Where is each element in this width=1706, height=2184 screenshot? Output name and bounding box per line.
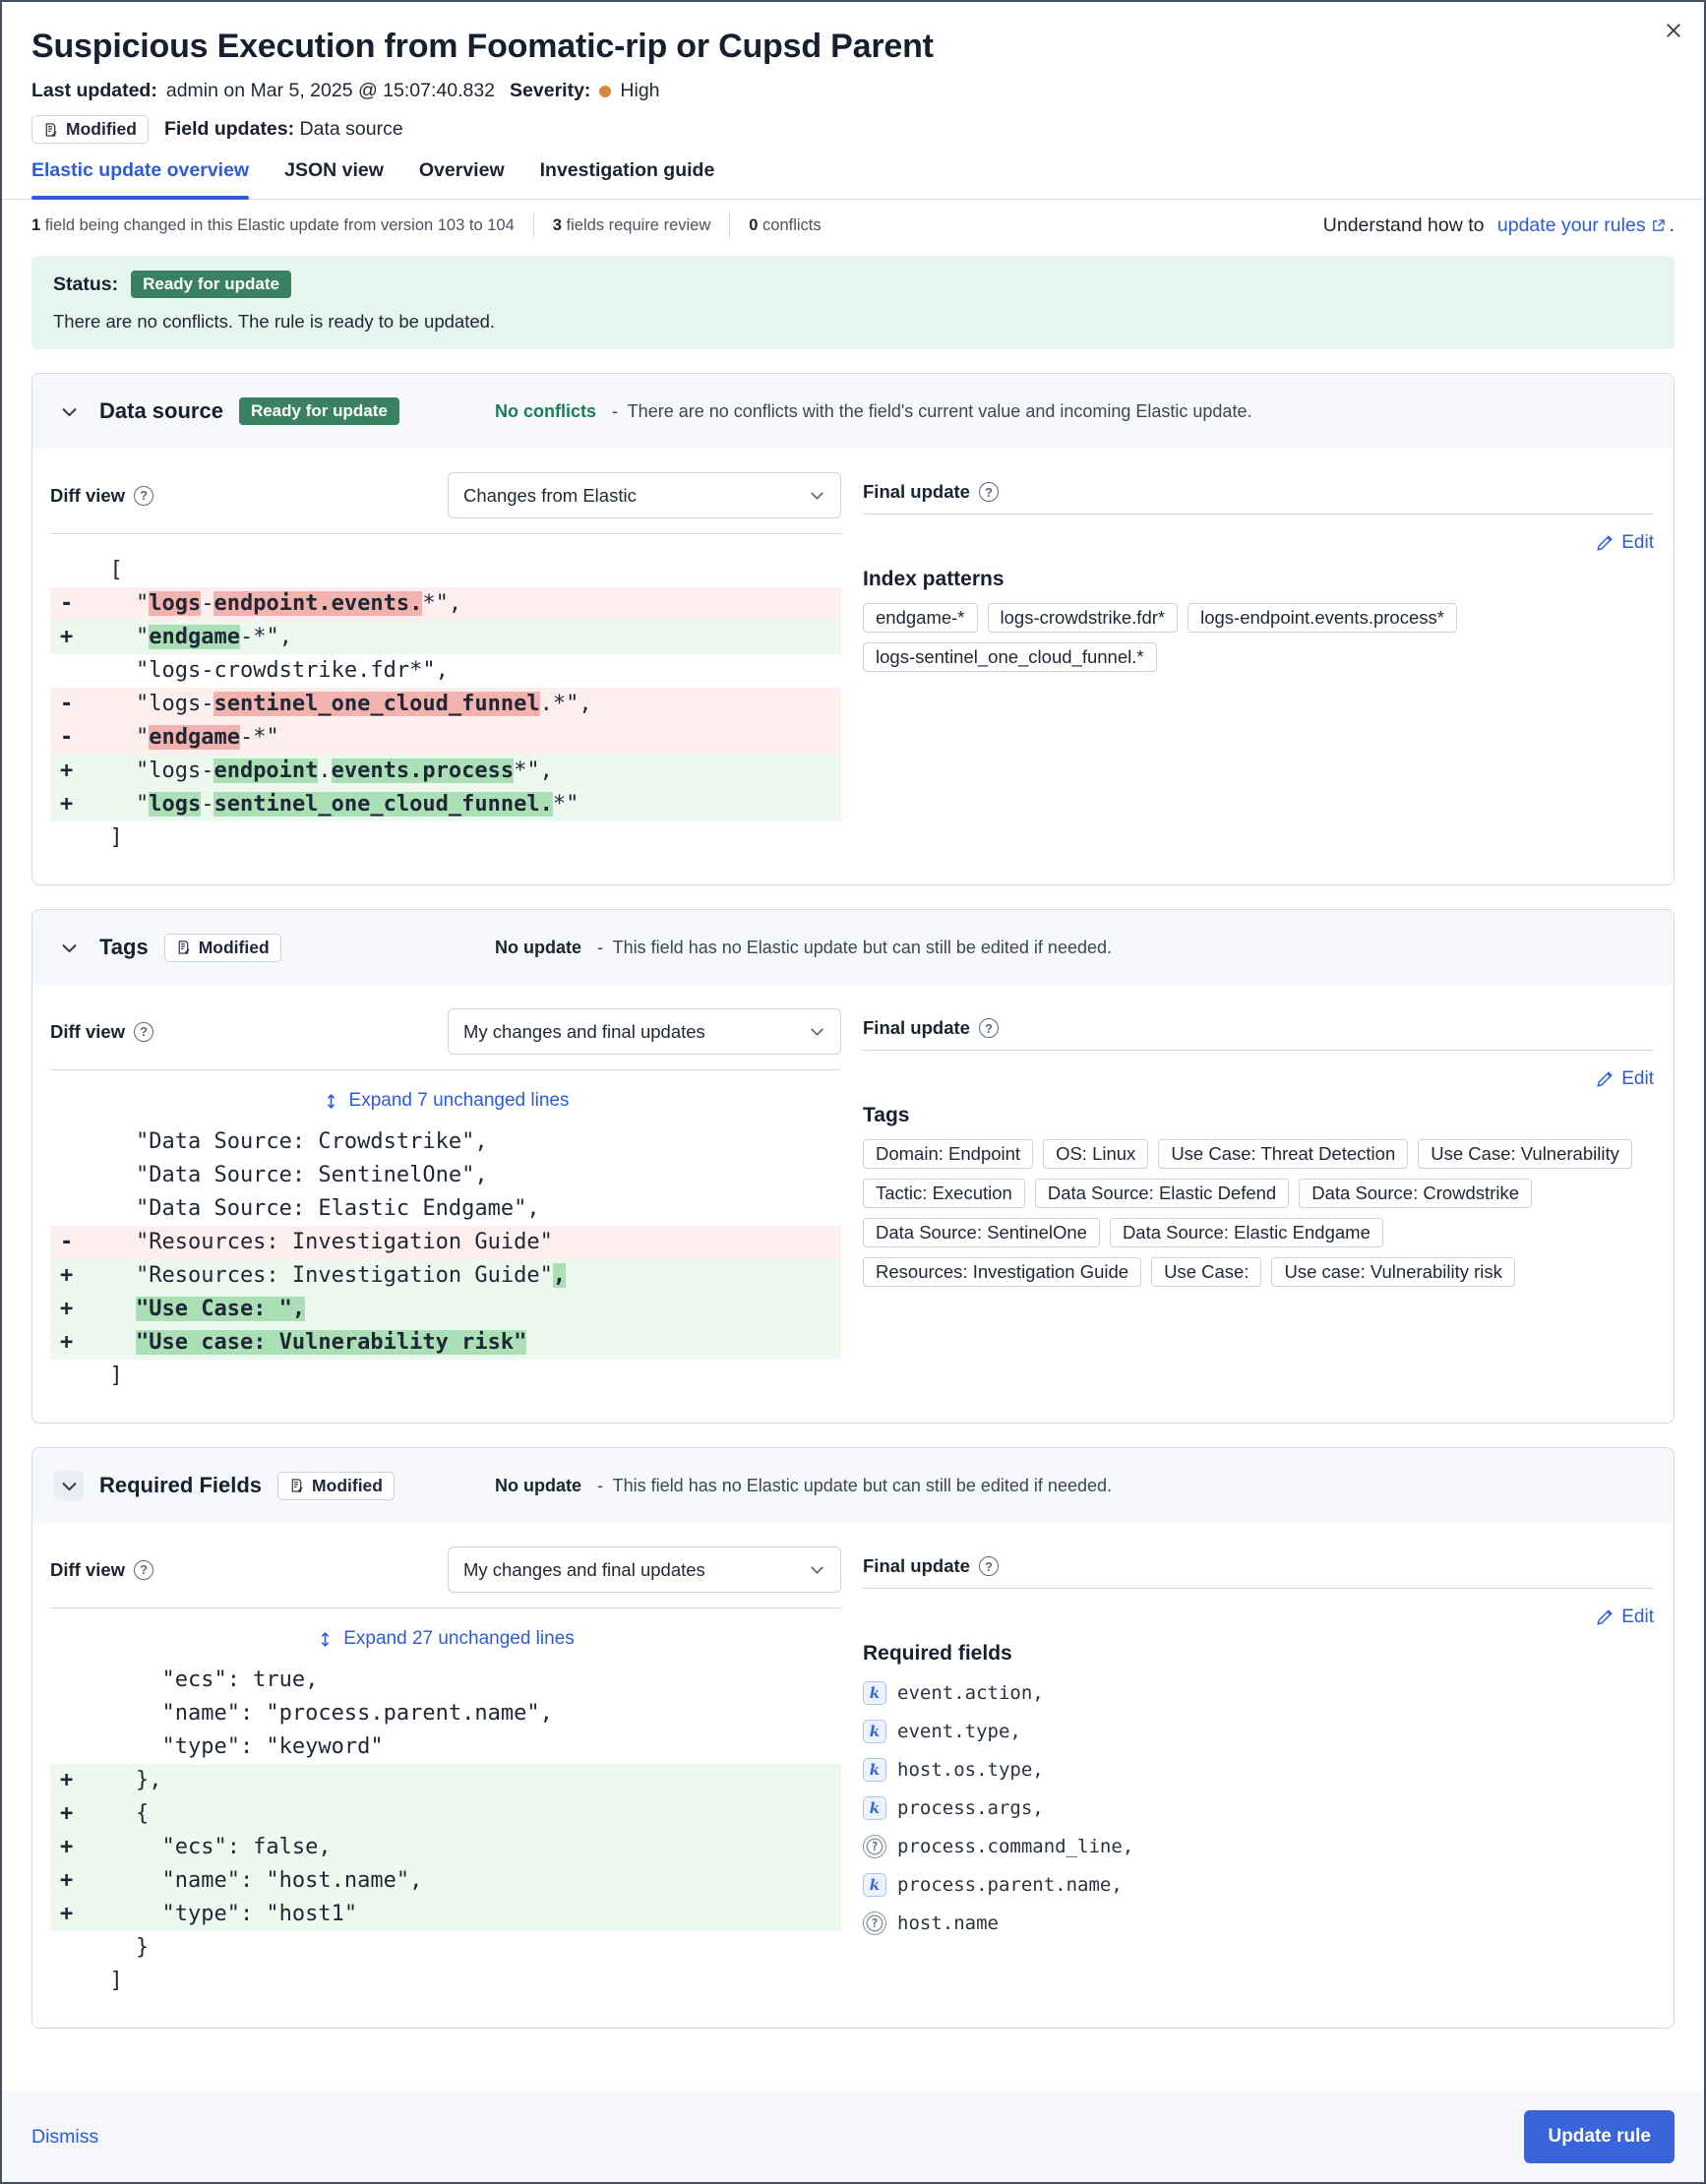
section-status-description: - This field has no Elastic update but can still be edited if needed. bbox=[597, 1475, 1112, 1495]
diff-line-marker bbox=[50, 654, 84, 688]
diff-line-marker bbox=[50, 821, 84, 855]
diff-line-text: "type": "keyword" bbox=[84, 1734, 384, 1759]
section-title: Tags bbox=[99, 935, 149, 959]
value-badge: Resources: Investigation Guide bbox=[863, 1257, 1141, 1287]
modal-body bbox=[2, 200, 1704, 2092]
required-field-row bbox=[863, 1873, 1654, 1897]
diff-line-text: ] bbox=[84, 1969, 123, 1993]
value-badge: endgame-* bbox=[863, 603, 978, 633]
diff-line-text: "Data Source: SentinelOne", bbox=[84, 1163, 488, 1187]
section-header-required-fields bbox=[32, 1448, 1674, 1523]
edit-link[interactable] bbox=[863, 532, 1654, 554]
value-badge: Domain: Endpoint bbox=[863, 1139, 1033, 1169]
modified-badge-label: Modified bbox=[312, 1475, 383, 1495]
diff-view-row bbox=[50, 472, 841, 518]
value-badge: Use Case: Threat Detection bbox=[1158, 1139, 1408, 1169]
update-stat: 3 fields require review bbox=[552, 215, 711, 234]
diff-column-divider bbox=[50, 1069, 841, 1070]
value-badge: OS: Linux bbox=[1043, 1139, 1148, 1169]
diff-view-row bbox=[50, 1008, 841, 1055]
last-updated-label: Last updated: bbox=[31, 80, 157, 101]
edit-label: Edit bbox=[1621, 532, 1654, 553]
diff-line-text: "Data Source: Crowdstrike", bbox=[84, 1129, 488, 1154]
diff-line-text: "Use Case: ", bbox=[135, 1297, 306, 1321]
update-info-row bbox=[2, 200, 1704, 248]
diff-line-ctx bbox=[50, 1697, 841, 1730]
section-header-tags bbox=[32, 910, 1674, 985]
diff-line-ctx bbox=[50, 821, 841, 855]
severity-high-dot-icon bbox=[599, 86, 611, 97]
section-status: No update bbox=[495, 1475, 581, 1495]
diff-line-ctx bbox=[50, 654, 841, 688]
diff-line-text: "Resources: Investigation Guide" bbox=[84, 1230, 553, 1254]
tab-overview[interactable]: Overview bbox=[418, 159, 505, 181]
diff-view-select-value: My changes and final updates bbox=[463, 1558, 705, 1580]
chevron-down-icon[interactable] bbox=[54, 933, 84, 962]
section-title: Required Fields bbox=[99, 1473, 263, 1497]
diff-line-text: "Resources: Investigation Guide", bbox=[84, 1263, 567, 1288]
update-rule-button[interactable]: Update rule bbox=[1524, 2110, 1675, 2163]
diff-column bbox=[50, 1547, 841, 1998]
chevron-down-icon bbox=[809, 1561, 825, 1578]
expand-icon bbox=[323, 1093, 339, 1110]
final-update-label-text: Final update bbox=[863, 1017, 970, 1038]
section-title: Data source bbox=[99, 398, 223, 423]
diff-line-text: "ecs": false, bbox=[84, 1835, 332, 1859]
section-body bbox=[32, 1523, 1674, 2028]
diff-line-del bbox=[50, 688, 841, 721]
diff-view-label bbox=[50, 1021, 153, 1043]
help-prefix: Understand how to bbox=[1322, 213, 1485, 236]
diff-line-marker bbox=[50, 1965, 84, 1998]
diff-line-add bbox=[50, 621, 841, 654]
diff-line-add bbox=[50, 1864, 841, 1898]
value-badge: Data Source: Elastic Endgame bbox=[1110, 1218, 1383, 1247]
ready-for-update-badge: Ready for update bbox=[131, 271, 291, 298]
required-field-row bbox=[863, 1911, 1654, 1935]
diff-view-label-text: Diff view bbox=[50, 1558, 126, 1580]
diff-code-block bbox=[50, 1090, 841, 1393]
section-status-description: - This field has no Elastic update but can still be edited if needed. bbox=[597, 937, 1112, 957]
diff-line-text: "logs-endpoint.events.*", bbox=[84, 591, 462, 616]
keyword-token-icon: k bbox=[863, 1720, 886, 1743]
value-badge: Use case: Vulnerability risk bbox=[1271, 1257, 1514, 1287]
diff-view-select-value: Changes from Elastic bbox=[463, 484, 637, 506]
final-column-divider bbox=[863, 1050, 1654, 1051]
diff-line-marker: + bbox=[60, 792, 74, 817]
unknown-token-icon: ? bbox=[863, 1835, 886, 1858]
diff-line-add bbox=[50, 1797, 841, 1831]
diff-line-del bbox=[50, 1226, 841, 1259]
final-heading: Required fields bbox=[863, 1642, 1012, 1665]
unknown-token-icon: ? bbox=[863, 1911, 886, 1935]
diff-view-select[interactable] bbox=[448, 472, 841, 518]
diff-line-ctx bbox=[50, 1192, 841, 1226]
section-status-description: - There are no conflicts with the field's current value and incoming Elastic update. bbox=[612, 400, 1252, 421]
section-panel-required-fields bbox=[31, 1447, 1675, 2029]
diff-line-del bbox=[50, 587, 841, 621]
diff-line-marker bbox=[50, 1360, 84, 1393]
value-badge: logs-endpoint.events.process* bbox=[1188, 603, 1457, 633]
section-panel-data-source bbox=[31, 373, 1675, 885]
diff-line-text: ] bbox=[84, 825, 123, 850]
section-body bbox=[32, 985, 1674, 1423]
final-heading: Index patterns bbox=[863, 568, 1005, 590]
chevron-down-icon bbox=[809, 1023, 825, 1040]
last-updated-value: admin on Mar 5, 2025 @ 15:07:40.832 bbox=[165, 80, 496, 101]
diff-line-marker: + bbox=[60, 1835, 74, 1859]
diff-line-marker bbox=[50, 554, 84, 587]
required-field-row bbox=[863, 1720, 1654, 1743]
page-title: Suspicious Execution from Foomatic-rip or Cupsd Parent bbox=[31, 28, 934, 65]
required-field-name: process.command_line, bbox=[897, 1836, 1134, 1857]
section-header-left bbox=[54, 396, 479, 426]
diff-view-select-value: My changes and final updates bbox=[463, 1020, 705, 1042]
help-icon[interactable]: ? bbox=[134, 486, 153, 506]
final-column-divider bbox=[863, 514, 1654, 515]
field-updates-label: Field updates: bbox=[163, 118, 295, 140]
diff-line-text: "logs-sentinel_one_cloud_funnel.*", bbox=[84, 692, 592, 716]
update-your-rules-link[interactable]: update your rules bbox=[1497, 214, 1666, 237]
help-icon[interactable]: ? bbox=[134, 1022, 153, 1042]
diff-view-label bbox=[50, 485, 153, 507]
diff-line-text: "type": "host1" bbox=[84, 1902, 358, 1926]
dismiss-button[interactable]: Dismiss bbox=[31, 2125, 99, 2148]
diff-line-text: ] bbox=[84, 1364, 123, 1388]
diff-line-ctx bbox=[50, 1931, 841, 1965]
diff-line-text: "Use case: Vulnerability risk" bbox=[135, 1330, 527, 1355]
status-message: There are no conflicts. The rule is ready to be updated. bbox=[53, 311, 496, 332]
value-badge: Use Case: Vulnerability bbox=[1418, 1139, 1632, 1169]
required-field-name: host.os.type, bbox=[897, 1759, 1044, 1781]
required-field-name: event.type, bbox=[897, 1721, 1021, 1742]
diff-line-marker bbox=[50, 1697, 84, 1730]
value-badge: Tactic: Execution bbox=[863, 1179, 1025, 1208]
final-update-label bbox=[863, 1555, 1654, 1577]
diff-line-text: "name": "host.name", bbox=[84, 1868, 423, 1893]
keyword-token-icon: k bbox=[863, 1758, 886, 1782]
field-updates-value: Data source bbox=[299, 118, 403, 140]
required-field-name: event.action, bbox=[897, 1682, 1044, 1704]
diff-line-ctx bbox=[50, 1664, 841, 1697]
diff-line-text: "Data Source: Elastic Endgame", bbox=[84, 1196, 540, 1221]
value-badge: Data Source: SentinelOne bbox=[863, 1218, 1100, 1247]
modal-header bbox=[2, 2, 1704, 144]
section-status: No conflicts bbox=[495, 400, 597, 421]
diff-line-add bbox=[50, 1259, 841, 1293]
diff-line-ctx bbox=[50, 1125, 841, 1159]
pencil-icon bbox=[1596, 1608, 1614, 1626]
section-header-left bbox=[54, 1471, 479, 1500]
help-icon[interactable]: ? bbox=[979, 1556, 999, 1576]
required-field-name: process.parent.name, bbox=[897, 1874, 1123, 1896]
stats-divider bbox=[533, 212, 534, 238]
diff-line-text: { bbox=[84, 1801, 150, 1826]
required-field-row bbox=[863, 1681, 1654, 1705]
chevron-down-icon[interactable] bbox=[54, 1471, 84, 1500]
diff-line-ctx bbox=[50, 1360, 841, 1393]
status-label: Status: bbox=[53, 273, 119, 295]
external-link-icon bbox=[1651, 218, 1666, 233]
diff-line-ctx bbox=[50, 554, 841, 587]
document-edit-icon bbox=[176, 940, 191, 955]
diff-line-marker bbox=[50, 1159, 84, 1192]
diff-view-label-text: Diff view bbox=[50, 484, 126, 506]
diff-view-label-text: Diff view bbox=[50, 1020, 126, 1042]
expand-icon bbox=[317, 1631, 334, 1648]
diff-line-marker: + bbox=[60, 1263, 74, 1288]
diff-code-block bbox=[50, 1628, 841, 1998]
section-body bbox=[32, 449, 1674, 884]
diff-line-add bbox=[50, 1898, 841, 1931]
update-stat: 1 field being changed in this Elastic update from version 103 to 104 bbox=[31, 215, 515, 234]
diff-line-text: "endgame-*" bbox=[84, 725, 279, 750]
diff-line-text: "ecs": true, bbox=[84, 1668, 319, 1692]
expand-label: Expand 27 unchanged lines bbox=[343, 1628, 575, 1649]
keyword-token-icon: k bbox=[863, 1873, 886, 1897]
diff-column bbox=[50, 472, 841, 855]
value-badge: logs-crowdstrike.fdr* bbox=[988, 603, 1179, 633]
document-edit-icon bbox=[289, 1478, 304, 1493]
final-update-column bbox=[863, 472, 1654, 855]
diff-line-marker: + bbox=[60, 1330, 74, 1355]
diff-line-marker: + bbox=[60, 625, 74, 649]
update-stats bbox=[31, 212, 822, 238]
diff-line-add bbox=[50, 788, 841, 821]
modified-badge bbox=[31, 115, 149, 144]
update-stat: 0 conflicts bbox=[749, 215, 822, 234]
modified-badge bbox=[164, 934, 281, 962]
diff-line-marker: - bbox=[60, 591, 74, 616]
diff-line-marker bbox=[50, 1125, 84, 1159]
diff-line-ctx bbox=[50, 1730, 841, 1764]
required-field-name: process.args, bbox=[897, 1797, 1044, 1819]
pencil-icon bbox=[1596, 1070, 1614, 1088]
edit-label: Edit bbox=[1621, 1068, 1654, 1089]
tab-elastic-update-overview[interactable]: Elastic update overview bbox=[31, 159, 249, 199]
severity-value: High bbox=[620, 80, 660, 101]
diff-line-marker bbox=[50, 1664, 84, 1697]
edit-link[interactable] bbox=[863, 1068, 1654, 1090]
help-icon[interactable]: ? bbox=[134, 1560, 153, 1580]
chevron-down-icon bbox=[809, 487, 825, 504]
diff-line-marker: + bbox=[60, 1868, 74, 1893]
section-panel-tags bbox=[31, 909, 1675, 1424]
expand-unchanged-lines-link[interactable] bbox=[50, 1628, 841, 1650]
diff-view-row bbox=[50, 1547, 841, 1593]
diff-line-text: "endgame-*", bbox=[84, 625, 292, 649]
value-badge: Data Source: Crowdstrike bbox=[1299, 1179, 1532, 1208]
edit-label: Edit bbox=[1621, 1607, 1654, 1627]
diff-line-text: }, bbox=[84, 1768, 162, 1792]
final-badge-list bbox=[863, 603, 1654, 672]
diff-column-divider bbox=[50, 533, 841, 534]
diff-line-add bbox=[50, 755, 841, 788]
ready-for-update-badge: Ready for update bbox=[239, 397, 399, 425]
diff-line-text: [ bbox=[84, 558, 123, 582]
diff-line-marker: - bbox=[60, 1230, 74, 1254]
final-update-label-text: Final update bbox=[863, 1555, 970, 1576]
diff-line-marker: + bbox=[60, 1801, 74, 1826]
diff-line-text: } bbox=[84, 1935, 150, 1960]
tab-investigation-guide[interactable]: Investigation guide bbox=[539, 159, 715, 181]
rule-meta bbox=[31, 80, 1635, 102]
expand-unchanged-lines-link[interactable] bbox=[50, 1090, 841, 1112]
required-field-row bbox=[863, 1796, 1654, 1820]
value-badge: Use Case: bbox=[1151, 1257, 1261, 1287]
modified-badge-label: Modified bbox=[198, 937, 270, 957]
help-line: Understand how to update your rules . bbox=[1322, 213, 1675, 236]
required-fields-list bbox=[863, 1681, 1654, 1935]
badge-row bbox=[31, 115, 1635, 144]
required-field-name: host.name bbox=[897, 1912, 999, 1934]
final-update-column bbox=[863, 1008, 1654, 1393]
diff-line-add bbox=[50, 1764, 841, 1797]
diff-line-marker: + bbox=[60, 1768, 74, 1792]
diff-line-marker: + bbox=[60, 758, 74, 783]
help-icon[interactable]: ? bbox=[979, 482, 999, 502]
value-badge: logs-sentinel_one_cloud_funnel.* bbox=[863, 642, 1157, 672]
diff-line-text: "logs-sentinel_one_cloud_funnel.*" bbox=[84, 792, 579, 817]
required-field-row bbox=[863, 1758, 1654, 1782]
edit-link[interactable] bbox=[863, 1607, 1654, 1628]
help-icon[interactable]: ? bbox=[979, 1018, 999, 1038]
section-header-data-source bbox=[32, 374, 1674, 449]
modified-badge bbox=[277, 1472, 395, 1500]
diff-code-block bbox=[50, 554, 841, 855]
diff-view-select[interactable] bbox=[448, 1547, 841, 1593]
status-banner bbox=[31, 256, 1675, 349]
diff-line-add bbox=[50, 1326, 841, 1360]
required-field-row bbox=[863, 1835, 1654, 1858]
value-badge: Data Source: Elastic Defend bbox=[1035, 1179, 1289, 1208]
document-edit-icon bbox=[43, 122, 58, 138]
diff-line-add bbox=[50, 1831, 841, 1864]
tab-json-view[interactable]: JSON view bbox=[284, 159, 384, 181]
keyword-token-icon: k bbox=[863, 1681, 886, 1705]
stats-divider bbox=[729, 212, 730, 238]
diff-view-label bbox=[50, 1559, 153, 1581]
diff-line-text: "name": "process.parent.name", bbox=[84, 1701, 553, 1726]
modified-badge-label: Modified bbox=[66, 119, 137, 139]
diff-line-text: "logs-crowdstrike.fdr*", bbox=[84, 658, 449, 683]
final-update-label bbox=[863, 481, 1654, 503]
modal-footer bbox=[2, 2092, 1704, 2182]
final-update-column bbox=[863, 1547, 1654, 1998]
diff-line-marker: + bbox=[60, 1902, 74, 1926]
tab-bar bbox=[2, 144, 1704, 200]
expand-label: Expand 7 unchanged lines bbox=[348, 1090, 570, 1111]
diff-line-ctx bbox=[50, 1159, 841, 1192]
section-header-left bbox=[54, 933, 479, 962]
final-update-label-text: Final update bbox=[863, 481, 970, 502]
pencil-icon bbox=[1596, 534, 1614, 552]
diff-line-marker bbox=[50, 1931, 84, 1965]
keyword-token-icon: k bbox=[863, 1796, 886, 1820]
final-badge-list bbox=[863, 1139, 1654, 1287]
severity-label: Severity: bbox=[510, 80, 591, 101]
diff-line-marker: + bbox=[60, 1297, 74, 1321]
section-status: No update bbox=[495, 937, 581, 957]
final-column-divider bbox=[863, 1588, 1654, 1589]
diff-view-select[interactable] bbox=[448, 1008, 841, 1055]
diff-line-marker: - bbox=[60, 725, 74, 750]
diff-line-text: "logs-endpoint.events.process*", bbox=[84, 758, 553, 783]
diff-line-add bbox=[50, 1293, 841, 1326]
final-heading: Tags bbox=[863, 1104, 910, 1126]
final-update-label bbox=[863, 1017, 1654, 1039]
diff-line-marker: - bbox=[60, 692, 74, 716]
diff-line-marker bbox=[50, 1730, 84, 1764]
chevron-down-icon[interactable] bbox=[54, 396, 84, 426]
field-sections bbox=[2, 349, 1704, 2029]
diff-line-ctx bbox=[50, 1965, 841, 1998]
diff-line-marker bbox=[50, 1192, 84, 1226]
diff-line-del bbox=[50, 721, 841, 755]
diff-column bbox=[50, 1008, 841, 1393]
